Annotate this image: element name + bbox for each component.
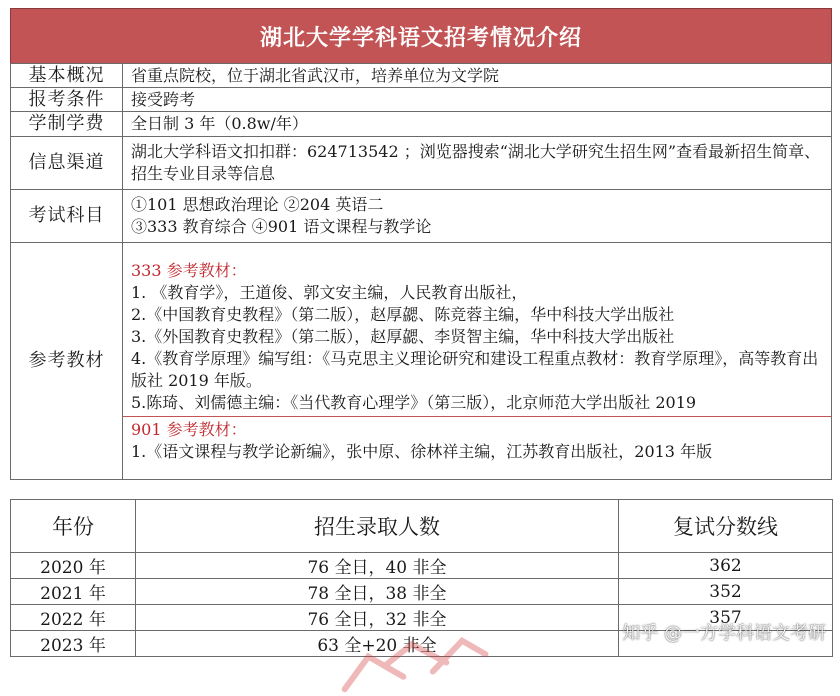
- header-count: 招生录取人数: [136, 500, 619, 553]
- score-cell: 357: [619, 605, 833, 631]
- reference-item: 5.陈琦、刘儒德主编：《当代教育心理学》（第三版），北京师范大学出版社 2019: [131, 392, 697, 412]
- score-cell: 362: [619, 553, 833, 579]
- row-label: 考试科目: [11, 190, 123, 243]
- row-label: 报考条件: [11, 88, 123, 112]
- year-cell: 2021 年: [11, 579, 136, 605]
- table-row: [11, 112, 832, 137]
- reference-item: 1. 《教育学》，王道俊、郭文安主编，人民教育出版社，: [131, 282, 528, 302]
- page-title: 湖北大学学科语文招考情况介绍: [10, 8, 832, 64]
- table-row: [11, 243, 832, 480]
- header-score: 复试分数线: [619, 500, 833, 553]
- table-row: [11, 64, 832, 88]
- count-cell: 78 全日，38 非全: [136, 579, 619, 605]
- count-cell: 63 全+20 非全: [136, 631, 619, 657]
- reference-heading-333: 333 参考教材：: [131, 260, 247, 280]
- reference-item: 1.《语文课程与教学论新编》，张中原、徐林祥主编，江苏教育出版社，2013 年版: [131, 441, 713, 461]
- info-table: [10, 63, 832, 480]
- table-row: [11, 190, 832, 243]
- row-value: 湖北大学科语文扣扣群：624713542 ；浏览器搜索“湖北大学研究生招生网”查看最新招生简章、招生专业目录等信息: [123, 137, 832, 190]
- row-value: 全日制 3 年（0.8w/年）: [123, 112, 832, 137]
- table-row: [11, 137, 832, 190]
- year-cell: 2022 年: [11, 605, 136, 631]
- table-row: [11, 579, 833, 605]
- row-label: 信息渠道: [11, 137, 123, 190]
- reference-item: 3.《外国教育史教程》（第二版），赵厚勰、李贤智主编，华中科技大学出版社: [131, 326, 675, 346]
- year-cell: 2020 年: [11, 553, 136, 579]
- header-year: 年份: [11, 500, 136, 553]
- row-label: 基本概况: [11, 64, 123, 88]
- exam-subjects-line: ①101 思想政治理论 ②204 英语二: [131, 195, 384, 214]
- divider: [123, 416, 831, 417]
- table-header-row: [11, 500, 833, 553]
- row-value: 接受跨考: [123, 88, 832, 112]
- reference-item: 4.《教育学原理》编写组：《马克思主义理论研究和建设工程重点教材：教育学原理》，高等教育出版社 2019 年版。: [131, 348, 819, 390]
- count-cell: 76 全日，32 非全: [136, 605, 619, 631]
- count-cell: 76 全日，40 非全: [136, 553, 619, 579]
- reference-item: 2.《中国教育史教程》（第二版），赵厚勰、陈竞蓉主编，华中科技大学出版社: [131, 304, 675, 324]
- exam-subjects-line: ③333 教育综合 ④901 语文课程与教学论: [131, 217, 432, 236]
- score-cell: 352: [619, 579, 833, 605]
- table-row: [11, 553, 833, 579]
- year-cell: 2023 年: [11, 631, 136, 657]
- reference-books: [123, 243, 832, 480]
- exam-subjects: [123, 190, 832, 243]
- row-label: 学制学费: [11, 112, 123, 137]
- reference-heading-901: 901 参考教材：: [131, 419, 247, 439]
- watermark: 知乎 @一方学科语文考研: [622, 623, 826, 644]
- table-row: [11, 88, 832, 112]
- row-label: 参考教材: [11, 243, 123, 480]
- row-value: 省重点院校，位于湖北省武汉市，培养单位为文学院: [123, 64, 832, 88]
- admission-sheet: [10, 8, 832, 667]
